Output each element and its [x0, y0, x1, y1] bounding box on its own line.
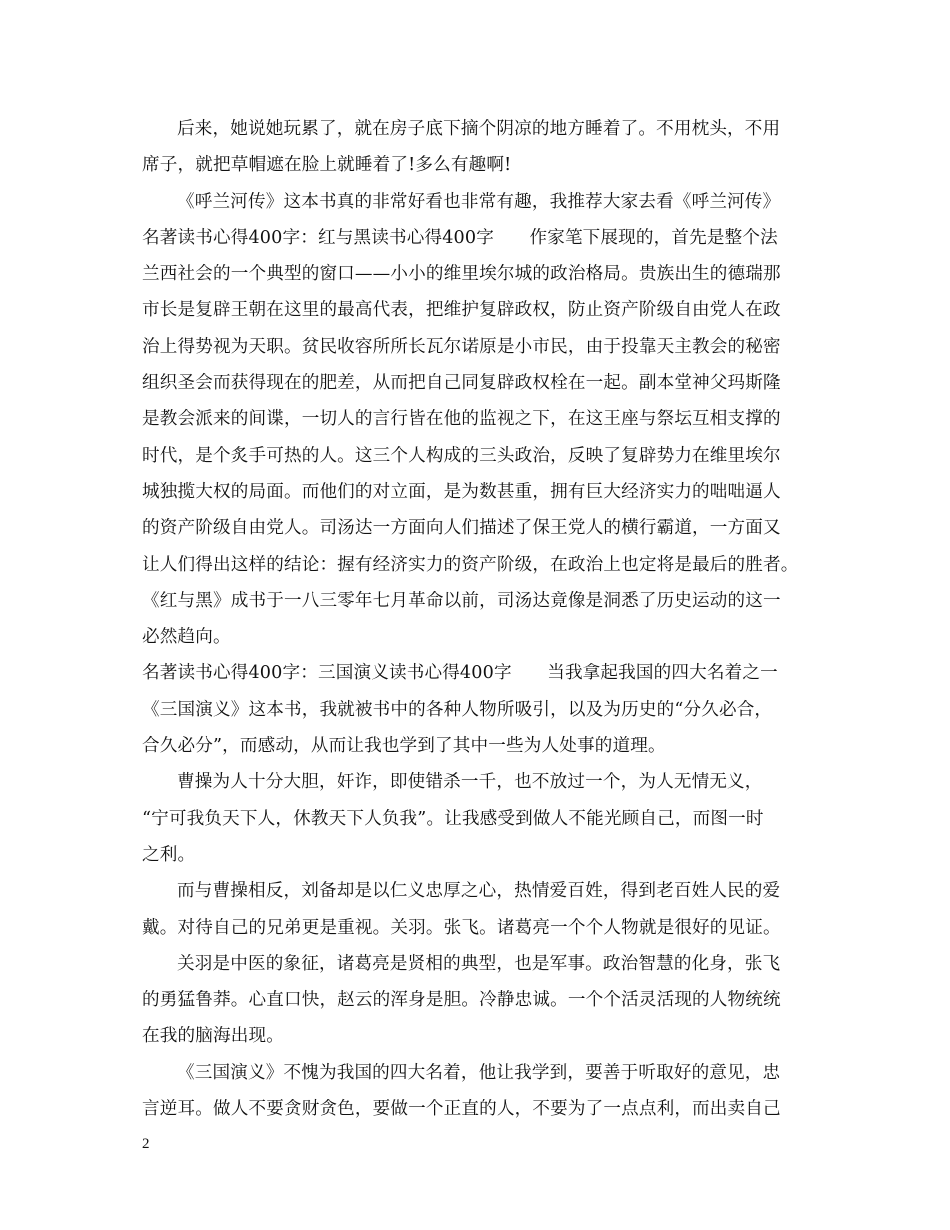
text-line: 名著读书心得400字：三国演义读书心得400字 当我拿起我国的四大名着之一 — [142, 663, 778, 684]
text-line: 城独揽大权的局面。而他们的对立面，是为数甚重，拥有巨大经济实力的咄咄逼人 — [142, 481, 781, 502]
text-line: 《三国演义》不愧为我国的四大名着，他让我学到，要善于听取好的意见，忠 — [177, 1062, 781, 1083]
text-line: 名著读书心得400字：红与黑读书心得400字 作家笔下展现的，首先是整个法 — [142, 227, 778, 248]
text-line: 戴。对待自己的兄弟更是重视。关羽。张飞。诸葛亮一个个人物就是很好的见证。 — [142, 917, 781, 938]
text-line: 之利。 — [142, 844, 196, 865]
text-line: 是教会派来的间谍，一切人的言行皆在他的监视之下，在这王座与祭坛互相支撑的 — [142, 409, 781, 430]
text-line: 言逆耳。做人不要贪财贪色，要做一个正直的人，不要为了一点点利，而出卖自己 — [142, 1099, 781, 1120]
text-line: 曹操为人十分大胆，奸诈，即使错杀一千，也不放过一个，为人无情无义， — [177, 772, 763, 793]
text-line: 市长是复辟王朝在这里的最高代表，把维护复辟政权，防止资产阶级自由党人在政 — [142, 300, 781, 321]
text-line: 《红与黑》成书于一八三零年七月革命以前，司汤达竟像是洞悉了历史运动的这一 — [142, 590, 781, 611]
text-line: “宁可我负天下人，休教天下人负我”。让我感受到做人不能光顾自己，而图一时 — [142, 808, 764, 829]
text-line: 的勇猛鲁莽。心直口快，赵云的浑身是胆。冷静忠诚。一个个活灵活现的人物统统 — [142, 990, 781, 1011]
text-line: 席子，就把草帽遮在脸上就睡着了!多么有趣啊! — [142, 155, 512, 176]
text-line: 合久必分”，而感动，从而让我也学到了其中一些为人处事的道理。 — [142, 736, 666, 757]
text-line: 在我的脑海出现。 — [142, 1026, 284, 1047]
text-line: 《三国演义》这本书，我就被书中的各种人物所吸引，以及为历史的“分久必合， — [142, 699, 773, 720]
page-number: 2 — [142, 1136, 150, 1152]
text-line: 《呼兰河传》这本书真的非常好看也非常有趣，我推荐大家去看《呼兰河传》 — [177, 191, 781, 212]
text-line: 关羽是中医的象征，诸葛亮是贤相的典型，也是军事。政治智慧的化身，张飞 — [177, 953, 781, 974]
text-line: 必然趋向。 — [142, 627, 231, 648]
text-line: 后来，她说她玩累了，就在房子底下摘个阴凉的地方睡着了。不用枕头，不用 — [177, 119, 781, 139]
text-line: 的资产阶级自由党人。司汤达一方面向人们描述了保王党人的横行霸道，一方面又 — [142, 518, 781, 539]
text-line: 而与曹操相反，刘备却是以仁义忠厚之心，热情爱百姓，得到老百姓人民的爱 — [177, 881, 781, 902]
text-line: 组织圣会而获得现在的肥差，从而把自己同复辟政权栓在一起。副本堂神父玛斯隆 — [142, 373, 781, 394]
text-line: 时代，是个炙手可热的人。这三个人构成的三头政治，反映了复辟势力在维里埃尔 — [142, 445, 781, 466]
document-body — [142, 111, 822, 1127]
text-line: 让人们得出这样的结论：握有经济实力的资产阶级，在政治上也定将是最后的胜者。 — [142, 554, 799, 575]
text-line: 治上得势视为天职。贫民收容所所长瓦尔诺原是小市民，由于投靠天主教会的秘密 — [142, 336, 781, 357]
text-line: 兰西社会的一个典型的窗口——小小的维里埃尔城的政治格局。贵族出生的德瑞那 — [142, 264, 781, 285]
